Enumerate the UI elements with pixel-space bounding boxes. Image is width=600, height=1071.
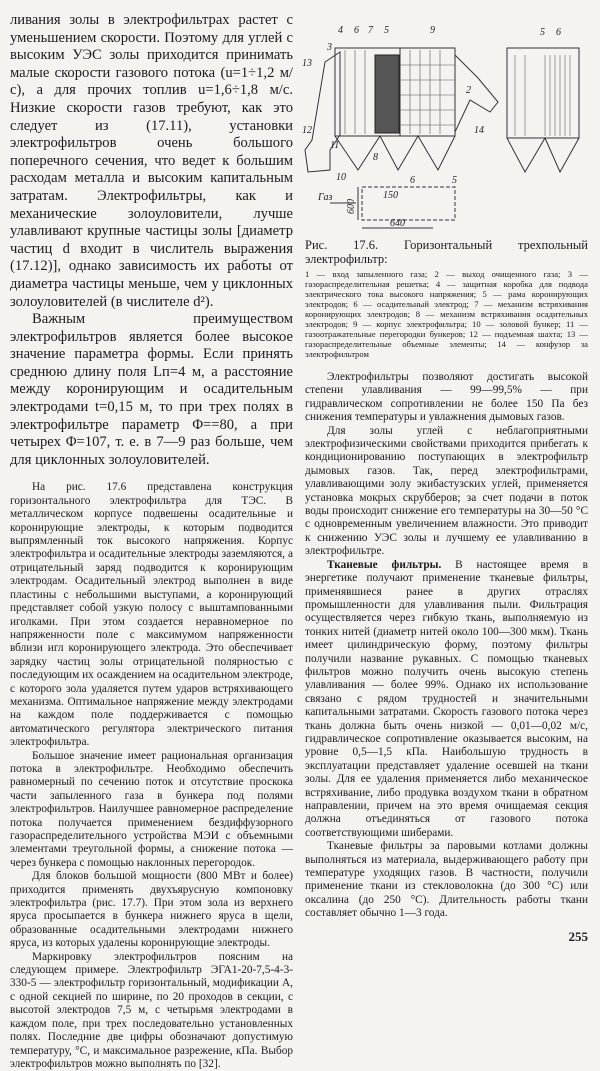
figure-label: 2 bbox=[466, 85, 471, 96]
figure-label: 10 bbox=[336, 172, 346, 183]
figure-labels bbox=[300, 0, 600, 236]
figure-label: 3 bbox=[327, 42, 332, 53]
paragraph: Для блоков большой мощности (800 МВт и более) приходится применять двухъярусную компоновку электрофильтра (рис. 17.7). При этом зола из верхнего яруса просыпается в бункера нижнего яруса в щели, образованные осадительными электродами нижнего яруса, из которых удалены коронирующие электроды. bbox=[10, 870, 293, 950]
figure-label: 13 bbox=[302, 58, 312, 69]
paragraph: Важным преимуществом электрофильтров является более высокое значение параметра формы. Если принять среднюю длину поля Lп=4 м, а расстояние между коронирующим и осадительным электродами t=0,15 м, то при трех полях в электрофильтре параметр Φ==80, а при четырех Φ=107, т. е. в 7—9 раз больше, чем для циклонных золоуловителей. bbox=[10, 311, 293, 468]
paragraph: На рис. 17.6 представлена конструкция горизонтального электрофильтра для ТЭС. В металлическом корпусе подвешены осадительные и коронирующие электроды, к которым подводится выпрямленный ток высокого напряжения. Корпус электрофильтра и осадительные электроды заземляются, а отрицательный заряд подводится к коронирующим электродам. Осадительный электрод выполнен в виде пластины с небольшими выступами, а коронирующий представляет собой узкую полосу с выштампованными иголками. При этом создается неравномерное по напряженности поле с максимумом напряженности вблизи игл коронирующего электрода. Это обеспечивает зарядку частиц золы отрицательной полярностью с последующим их осаждением на осадительном электроде, с которого зола удаляется путем ударов встряхивающего механизма. Оптимальное напряжение между электродами на каждом поле поддерживается с помощью автоматического регулятора электрического питания электрофильтра. bbox=[10, 481, 293, 749]
figure-17-6 bbox=[300, 0, 600, 236]
figure-label: 8 bbox=[373, 152, 378, 163]
section-heading: Тканевые фильтры. bbox=[327, 558, 442, 571]
right-column bbox=[305, 371, 588, 921]
paragraph: Тканевые фильтры за паровыми котлами должны выполняться из материала, выдерживающего работу при температуре уходящих газов. В частности, получили применение ткани из стекловолокна (до 300 °С) или оксалина (до 250 °С). Длительность работы ткани составляет обычно 1—3 года. bbox=[305, 840, 588, 920]
figure-label: 12 bbox=[302, 125, 312, 136]
right-side bbox=[300, 0, 600, 945]
paragraph: Большое значение имеет рациональная организация потока в электрофильтре. Необходимо обеспечить равномерный по сечению поток и отсутствие проскока части запыленного газа в бункера под полями электрофильтров. Наилучшее равномерное распределение потока получается применением бездиффузорного газораспределительного устройства МЭИ с объемными элементами треугольной формы, а снижение потока — через бункера с помощью наклонных перегородок. bbox=[10, 749, 293, 869]
figure-label: 6 bbox=[410, 175, 415, 186]
figure-label: 6 bbox=[354, 25, 359, 36]
figure-label: 9 bbox=[430, 25, 435, 36]
figure-label: 6 bbox=[556, 27, 561, 38]
figure-label: 600 bbox=[346, 199, 357, 214]
figure-label: 14 bbox=[474, 125, 484, 136]
figure-label: 640 bbox=[390, 218, 405, 229]
paragraph: ливания золы в электрофильтрах растет с уменьшением скорости. Поэтому для углей с высоким УЭС золы приходится принимать малые скорости газового потока (u=1÷1,2 м/с), а для прочих топлив u=1,6÷1,8 м/с. Низкие скорости газов требуют, как это следует из (17.11), установки электрофильтров очень большого поперечного сечения, что ведет к большим расходам металла и высоким капитальным затратам. Электрофильтры, как и механические золоуловители, лучше улавливают крупные частицы золы [диаметр частиц d входит в числитель выражения (17.12)], однако зависимость их работы от диаметра частицы меньше, чем у циклонных золоуловителей (в числителе d²). bbox=[10, 12, 293, 310]
paragraph: Электрофильтры позволяют достигать высокой степени улавливания — 99—99,5% — при гидравлическом сопротивлении не более 150 Па без снижения температуры и увлажнения дымовых газов. bbox=[305, 371, 588, 424]
figure-label: 4 bbox=[338, 25, 343, 36]
paragraph: Маркировку электрофильтров поясним на следующем примере. Электрофильтр ЭГА1-20-7,5-4-3-330-5 — электрофильтр горизонтальный, модификации А, с одной секцией по ширине, по 20 проходов в секции, с высотой электродов 7,5 м, с четырьмя электродами в каждом поле, при трех последовательно установленных полях. Последние две цифры обозначают допустимую температуру, °С, и максимальное разрежение, кПа. Выбор электрофильтров можно выполнять по [32]. bbox=[10, 950, 293, 1070]
paragraph bbox=[305, 559, 588, 841]
caption-legend: 1 — вход запыленного газа; 2 — выход очищенного газа; 3 — газораспределительная решетка; 4 — защитная коробка для подвода электрического тока высокого напряжения; 5 — рама коронирующих электродов; 6 — осадительный электрод; 7 — механизм встряхивания коронирующих электродов; 8 — механизм встряхивания осадительных электродов; 9 — корпус электрофильтра; 10 — золовой бункер; 11 — газоотражательные перегородки бункеров; 12 — подъемная шахта; 13 — газораспределительные объемные элементы; 14 — конфузор за электрофильтром bbox=[305, 269, 588, 359]
figure-label: 5 bbox=[384, 25, 389, 36]
figure-label: 5 bbox=[452, 175, 457, 186]
paragraph-text: В настоящее время в энергетике получают применение тканевые фильтры, применявшиеся ранее в других отраслях промышленности для улавливания пыли. Фильтрация осуществляется через гибкую ткань, выполняемую из тонких нитей (диаметр нитей около 100—300 мкм). Ткань имеет цилиндрическую форму, поэтому фильтры получили название рукавных. С помощью тканевых фильтров можно получить очень высокую степень улавливания — более 99%. Однако их использование связано с рядом трудностей и значительными капитальными затратами. Скорость газового потока через ткань должна быть очень низкой — 0,01—0,02 м/с, гидравлическое сопротивление оказывается высоким, на уровне 0,5—1,5 кПа. Наибольшую трудность в эксплуатации представляет удаление осевшей на ткани золы. Для ее удаления применяется либо механическое встряхивание, либо продувка воздухом ткани в обратном направлении, причем на это время очищаемая секция должна отъединяться от газового потока соответствующими шиберами. bbox=[305, 558, 588, 839]
figure-label: 11 bbox=[330, 140, 340, 151]
figure-label: 7 bbox=[368, 25, 373, 36]
caption-title: Рис. 17.6. Горизонтальный трехпольный электрофильтр: bbox=[305, 238, 588, 266]
figure-caption bbox=[305, 238, 588, 359]
figure-label: 5 bbox=[540, 27, 545, 38]
page-number: 255 bbox=[568, 928, 588, 944]
figure-label: 150 bbox=[383, 190, 398, 201]
paragraph: Для золы углей с неблагоприятными электрофизическими свойствами приходится прибегать к кондиционированию поступающих в электрофильтр дымовых газов. Так, перед электрофильтрами, улавливающими золу экибастузских углей, применяется установка мокрых скрубберов; за счет подачи в поток воды происходит снижение его температуры на 30—50 °С с одновременным увеличением влажности. Это приводит к снижению УЭС золы и лучшему ее улавливанию в электрофильтре. bbox=[305, 424, 588, 558]
left-column bbox=[10, 12, 293, 1071]
figure-label: Газ bbox=[318, 192, 333, 203]
